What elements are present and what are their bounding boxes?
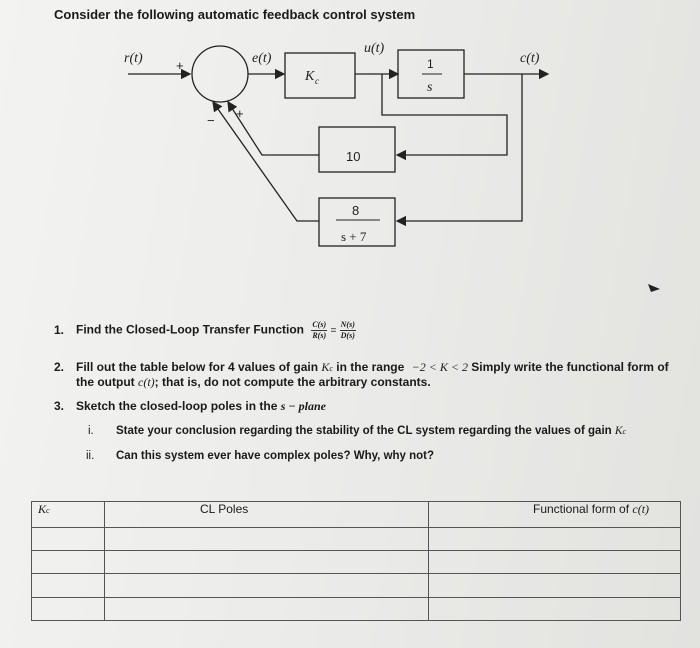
table-row: [32, 551, 681, 574]
question-2-line-1: 2. Fill out the table below for 4 values of gain Kc in the range −2 < K < 2 Simply write the functional form of: [54, 360, 669, 374]
tf-den: s + 7: [341, 229, 367, 244]
page-title: Consider the following automatic feedback control system: [54, 7, 416, 22]
c-label: c(t): [520, 51, 540, 66]
block-diagram: [0, 0, 700, 300]
feedback-tf-path: [397, 74, 522, 221]
table-row: [32, 574, 681, 597]
plus-bottom-sign: +: [236, 106, 244, 121]
kc-block-sub: c: [315, 76, 319, 86]
integrator-num: 1: [427, 57, 434, 71]
e-label: e(t): [252, 51, 272, 66]
sub-question-ii: ii. Can this system ever have complex poles? Why, why not?: [86, 450, 435, 462]
integrator-den: s: [427, 80, 433, 95]
tf-num: 8: [352, 203, 360, 218]
question-1: 1. Find the Closed-Loop Transfer Function $\frac{C(s)}{R(s)}$ = $\frac{N(s)}{D(s)}$: [54, 320, 355, 340]
kc-block: [285, 53, 355, 98]
question-2-line-2: the output c(t); that is, do not compute the arbitrary constants.: [76, 375, 431, 389]
cursor-arrow-icon: [648, 284, 660, 292]
minus-sign: −: [207, 113, 215, 128]
feedback-10-path: [382, 74, 507, 155]
header-functional-form: Functional form of c(t): [429, 502, 681, 528]
gain-10-label: 10: [346, 149, 361, 164]
header-cl-poles: CL Poles: [105, 502, 429, 528]
summing-junction: [192, 46, 248, 102]
plus-top-sign: +: [176, 58, 184, 73]
table-header-row: [32, 502, 681, 528]
u-label: u(t): [364, 41, 385, 56]
table-row: [32, 597, 681, 620]
header-kc: Kc: [32, 502, 105, 528]
r-label: r(t): [124, 51, 143, 66]
answer-table: [31, 501, 681, 621]
kc-block-label: K: [305, 69, 315, 84]
table-row: [32, 527, 681, 550]
question-3: 3. Sketch the closed-loop poles in the s − plane: [54, 399, 326, 413]
sub-question-i: i. State your conclusion regarding the stability of the CL system regarding the values of gain Kc: [88, 425, 627, 437]
